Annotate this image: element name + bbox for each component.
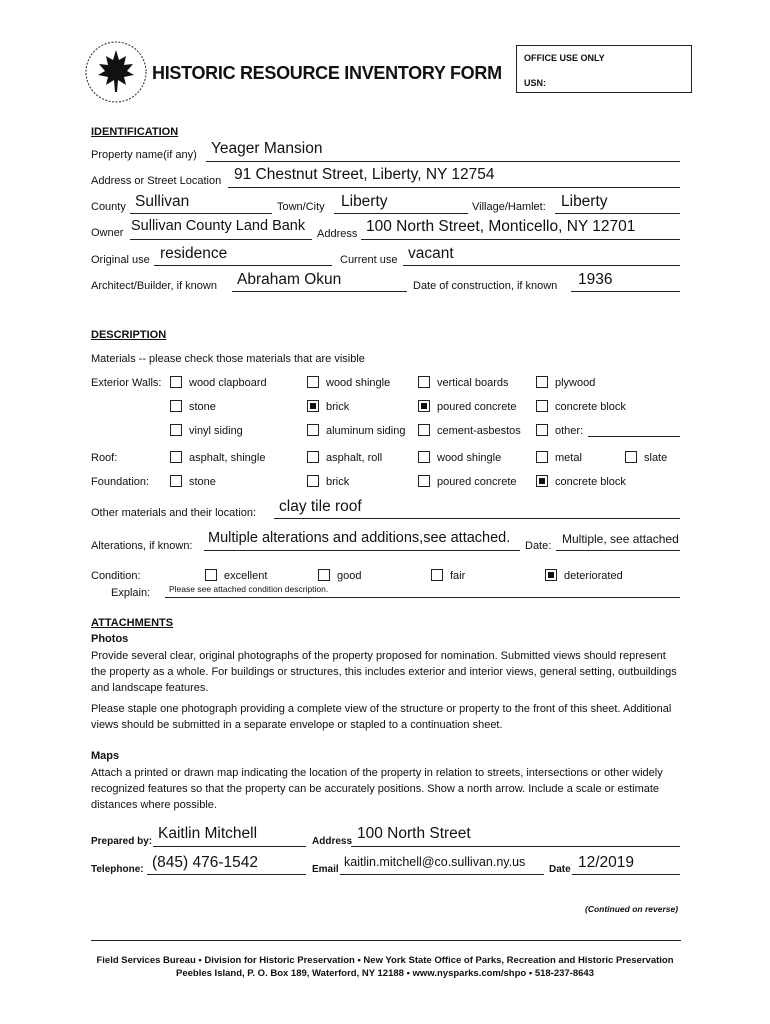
attachments-heading: ATTACHMENTS	[91, 617, 174, 629]
state-seal-logo	[84, 40, 148, 104]
other-materials-line	[274, 518, 680, 519]
email-line	[340, 874, 544, 875]
photos-paragraph-1: Provide several clear, original photographs of the property proposed for nomination. Submitted views should represent the property as a whole. For buildings or structures, this includes exterior and interior views, general setting, outbuildings and landscape features.	[91, 650, 677, 694]
email-label: Email	[312, 864, 339, 875]
other-line	[588, 436, 680, 437]
date-line	[572, 874, 680, 875]
property-name-line	[206, 161, 680, 162]
label-excellent: excellent	[224, 570, 268, 582]
current-use-label: Current use	[340, 254, 398, 266]
email-field[interactable]: kaitlin.mitchell@co.sullivan.ny.us	[344, 855, 526, 869]
maps-heading: Maps	[91, 750, 120, 762]
prepared-by-line	[153, 846, 306, 847]
condition-label: Condition:	[91, 570, 141, 582]
owner-field[interactable]: Sullivan County Land Bank	[131, 218, 306, 234]
address-line	[228, 187, 680, 188]
explain-line	[165, 597, 680, 598]
property-name-label: Property name(if any)	[91, 149, 197, 161]
alterations-date-field[interactable]: Multiple, see attached	[562, 532, 679, 546]
label-roof-asphalt-roll: asphalt, roll	[326, 452, 383, 464]
label-roof-metal: metal	[555, 452, 582, 464]
checkbox-cement-asbestos[interactable]	[418, 424, 430, 436]
checkbox-roof-asphalt-roll[interactable]	[307, 451, 319, 463]
prepared-by-label: Prepared by:	[91, 836, 153, 847]
checkbox-poured-concrete[interactable]	[418, 400, 430, 412]
prepared-address-field[interactable]: 100 North Street	[357, 825, 471, 842]
village-line	[555, 213, 680, 214]
village-field[interactable]: Liberty	[561, 193, 608, 210]
checkbox-foundation-concrete-block[interactable]	[536, 475, 548, 487]
other-materials-field[interactable]: clay tile roof	[279, 498, 362, 515]
town-label: Town/City	[277, 201, 325, 213]
description-heading: DESCRIPTION	[91, 329, 167, 341]
construction-label: Date of construction, if known	[413, 280, 558, 292]
continued-note: (Continued on reverse)	[585, 904, 679, 914]
checkbox-vinyl-siding[interactable]	[170, 424, 182, 436]
checkbox-deteriorated[interactable]	[545, 569, 557, 581]
label-roof-wood-shingle: wood shingle	[437, 452, 502, 464]
checkbox-foundation-stone[interactable]	[170, 475, 182, 487]
original-use-label: Original use	[91, 254, 150, 266]
telephone-line	[147, 874, 306, 875]
label-roof-slate: slate	[644, 452, 668, 464]
photos-paragraph-2: Please staple one photograph providing a complete view of the structure or property to the front of this sheet. Additional views should be submitted in a separate envelope or stapled to a continuation sheet.	[91, 703, 672, 731]
original-use-line	[154, 265, 332, 266]
county-field[interactable]: Sullivan	[135, 193, 190, 210]
materials-intro: Materials -- please check those materials that are visible	[91, 353, 365, 365]
checkbox-good[interactable]	[318, 569, 330, 581]
current-use-line	[403, 265, 680, 266]
footer-line-1: Field Services Bureau • Division for Historic Preservation • New York State Office of Parks, Recreation and Historic Preservation	[96, 955, 674, 966]
office-use-label: OFFICE USE ONLY	[524, 53, 605, 63]
checkbox-roof-wood-shingle[interactable]	[418, 451, 430, 463]
checkbox-fair[interactable]	[431, 569, 443, 581]
town-line	[334, 213, 468, 214]
prepared-by-field[interactable]: Kaitlin Mitchell	[158, 825, 258, 842]
checkbox-aluminum-siding[interactable]	[307, 424, 319, 436]
checkbox-roof-asphalt-shingle[interactable]	[170, 451, 182, 463]
usn-label: USN:	[524, 78, 546, 88]
label-fair: fair	[450, 570, 466, 582]
label-cement-asbestos: cement-asbestos	[437, 425, 521, 437]
label-deteriorated: deteriorated	[564, 570, 623, 582]
checkbox-brick[interactable]	[307, 400, 319, 412]
checkbox-other[interactable]	[536, 424, 548, 436]
telephone-label: Telephone:	[91, 864, 144, 875]
footer-rule	[91, 940, 681, 941]
county-line	[130, 213, 272, 214]
architect-label: Architect/Builder, if known	[91, 280, 217, 292]
construction-field[interactable]: 1936	[578, 271, 613, 288]
address-field[interactable]: 91 Chestnut Street, Liberty, NY 12754	[234, 166, 495, 183]
alterations-date-label: Date:	[525, 540, 552, 552]
label-vertical-boards: vertical boards	[437, 377, 509, 389]
label-foundation-poured-concrete: poured concrete	[437, 476, 517, 488]
footer-line-2: Peebles Island, P. O. Box 189, Waterford, NY 12188 • www.nysparks.com/shpo • 518-237-8643	[176, 968, 594, 979]
exterior-walls-label: Exterior Walls:	[91, 377, 162, 389]
alterations-label: Alterations, if known:	[91, 540, 193, 552]
current-use-field[interactable]: vacant	[408, 245, 454, 262]
roof-label: Roof:	[91, 452, 118, 464]
label-aluminum-siding: aluminum siding	[326, 425, 406, 437]
village-label: Village/Hamlet:	[472, 201, 546, 213]
checkbox-foundation-brick[interactable]	[307, 475, 319, 487]
checkbox-concrete-block[interactable]	[536, 400, 548, 412]
label-concrete-block: concrete block	[555, 401, 626, 413]
telephone-field[interactable]: (845) 476-1542	[152, 854, 258, 871]
prepared-address-line	[351, 846, 680, 847]
owner-label: Owner	[91, 227, 124, 239]
owner-line	[130, 239, 312, 240]
alterations-line	[204, 550, 520, 551]
explain-label: Explain:	[111, 587, 151, 599]
property-name-field[interactable]: Yeager Mansion	[211, 140, 323, 157]
checkbox-wood-clapboard[interactable]	[170, 376, 182, 388]
label-roof-asphalt-shingle: asphalt, shingle	[189, 452, 266, 464]
explain-field[interactable]: Please see attached condition description.	[169, 584, 329, 594]
architect-field[interactable]: Abraham Okun	[237, 271, 342, 288]
alterations-date-line	[556, 550, 680, 551]
owner-address-label: Address	[317, 228, 358, 240]
checkbox-roof-slate[interactable]	[625, 451, 637, 463]
checkbox-foundation-poured-concrete[interactable]	[418, 475, 430, 487]
checkbox-plywood[interactable]	[536, 376, 548, 388]
maps-paragraph: Attach a printed or drawn map indicating the location of the property in relation to streets, intersections or other widely recognized features so that the property can be accurately positions. Show a north arrow. Include a scale or estimate distances where possible.	[91, 767, 663, 811]
label-other: other:	[555, 425, 584, 437]
checkbox-vertical-boards[interactable]	[418, 376, 430, 388]
label-plywood: plywood	[555, 377, 596, 389]
label-poured-concrete: poured concrete	[437, 401, 517, 413]
label-wood-shingle: wood shingle	[326, 377, 391, 389]
label-good: good	[337, 570, 362, 582]
architect-line	[232, 291, 407, 292]
construction-line	[571, 291, 680, 292]
label-foundation-brick: brick	[326, 476, 350, 488]
prepared-address-label: Address	[312, 836, 353, 847]
label-foundation-stone: stone	[189, 476, 216, 488]
label-vinyl-siding: vinyl siding	[189, 425, 243, 437]
identification-heading: IDENTIFICATION	[91, 126, 179, 138]
date-field[interactable]: 12/2019	[578, 854, 635, 871]
original-use-field[interactable]: residence	[160, 245, 228, 262]
other-materials-label: Other materials and their location:	[91, 507, 257, 519]
label-foundation-concrete-block: concrete block	[555, 476, 626, 488]
checkbox-roof-metal[interactable]	[536, 451, 548, 463]
county-label: County	[91, 201, 126, 213]
office-use-box	[516, 45, 692, 93]
label-stone: stone	[189, 401, 216, 413]
date-label: Date	[549, 864, 571, 875]
photos-heading: Photos	[91, 633, 129, 645]
foundation-label: Foundation:	[91, 476, 150, 488]
town-field[interactable]: Liberty	[341, 193, 388, 210]
label-brick: brick	[326, 401, 350, 413]
checkbox-excellent[interactable]	[205, 569, 217, 581]
address-label: Address or Street Location	[91, 175, 222, 187]
alterations-field[interactable]: Multiple alterations and additions,see attached.	[208, 530, 511, 546]
owner-address-line	[361, 239, 680, 240]
checkbox-wood-shingle[interactable]	[307, 376, 319, 388]
owner-address-field[interactable]: 100 North Street, Monticello, NY 12701	[366, 218, 636, 235]
label-wood-clapboard: wood clapboard	[189, 377, 267, 389]
form-title: HISTORIC RESOURCE INVENTORY FORM	[152, 63, 502, 83]
checkbox-stone[interactable]	[170, 400, 182, 412]
